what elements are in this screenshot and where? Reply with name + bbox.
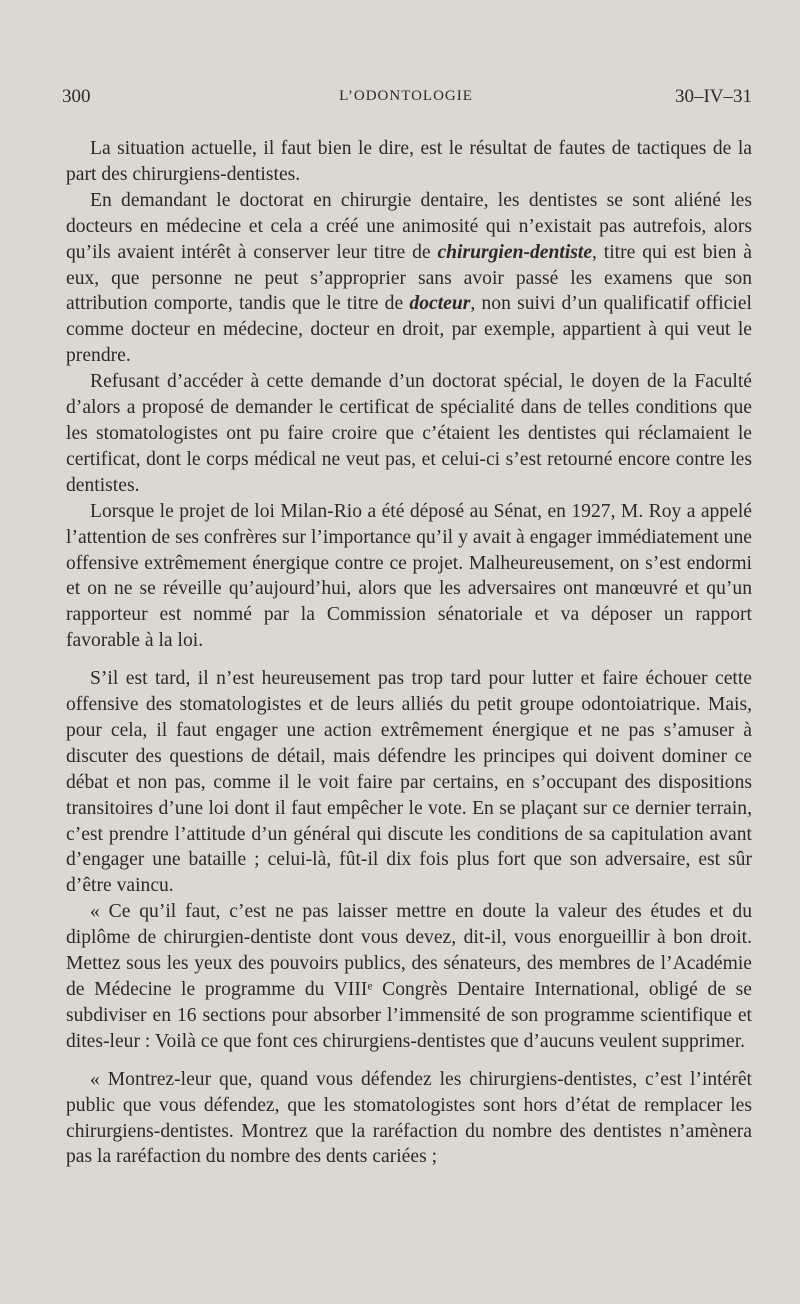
paragraph: [66, 369, 752, 499]
paragraph-gap: [66, 654, 752, 666]
paragraph-text: « Montrez-leur que, quand vous défendez les chirurgiens-dentistes, c’est l’intérêt public que vous défendez, que les stomatologistes sont hors d’état de remplacer les chirurgiens-dentistes. Montrez que la raréfaction du nombre des dentistes n’amènera pas la raréfaction du nombre des dents cariées ;: [66, 1068, 752, 1168]
page-header: [60, 86, 752, 116]
paragraph-text: La situation actuelle, il faut bien le dire, est le résultat de fautes de tactiques de la part des chirurgiens-dentistes.: [66, 138, 752, 185]
paragraph: [66, 188, 752, 369]
paragraph-text: Refusant d’accéder à cette demande d’un doctorat spécial, le doyen de la Faculté d’alors a proposé de demander le certificat de spécialité dans de telles conditions que les stomatologistes ont pu faire croire que c’étaient les dentistes qui réclamaient le certificat, dont le corps médical ne veut pas, et celui-ci s’est retourné encore contre les dentistes.: [66, 371, 752, 496]
issue-date: 30–IV–31: [674, 86, 752, 107]
page-number: 300: [62, 86, 91, 107]
paragraph-text: , non suivi d’un qualificatif officiel comme docteur en médecine, docteur en droit, par exemple, appartient à qui veut le prendre.: [66, 293, 752, 367]
paragraph-text: S’il est tard, il n’est heureusement pas trop tard pour lutter et faire échouer cette offensive des stomatologistes et de leurs alliés du petit groupe odontoiatrique. Mais, pour cela, il faut engager une action extrêmement énergique et ne pas s’amuser à discuter des questions de détail, mais défendre les principes qui doivent dominer ce débat et non pas, comme il le voit faire par certains, en s’occupant des dispositions transitoires d’une loi dont il faut empêcher le vote. En se plaçant sur ce dernier terrain, c’est prendre l’attitude d’un général qui discute les conditions de sa capitulation avant d’engager une bataille ; celui-là, fût-il dix fois plus fort que son adversaire, est sûr d’être vaincu.: [66, 668, 752, 897]
article-body: [66, 136, 752, 1170]
paragraph-text: « Ce qu’il faut, c’est ne pas laisser mettre en doute la valeur des études et du diplôme de chirurgien-dentiste dont vous devez, dit-il, vous enorgueillir à bon droit. Mettez sous les yeux des pouvoirs publics, des sénateurs, des membres de l’Académie de Médecine le programme du VIIIᵉ Congrès Dentaire International, obligé de se subdiviser en 16 sections pour absorber l’immensité de son programme scientifique et dites-leur : Voilà ce que font ces chirurgiens-dentistes que d’aucuns veulent supprimer.: [66, 901, 752, 1052]
paragraph-text: Lorsque le projet de loi Milan-Rio a été déposé au Sénat, en 1927, M. Roy a appelé l’attention de ses confrères sur l’importance qu’il y avait à engager immédiatement une offensive extrêmement énergique contre ce projet. Malheureusement, on s’est endormi et on ne se réveille qu’aujourd’hui, alors que les adversaires ont manœuvré et qu’un rapporteur est nommé par la Commission sénatoriale et va déposer un rapport favorable à la loi.: [66, 500, 752, 652]
emphasis-text: docteur: [409, 293, 471, 315]
emphasis-text: chirurgien-dentiste: [437, 241, 593, 263]
running-title: L’ODONTOLOGIE: [339, 88, 473, 104]
paragraph: [66, 666, 752, 899]
paragraph-gap: [66, 1055, 752, 1067]
paragraph: [66, 899, 752, 1054]
paragraph: [66, 1067, 752, 1171]
paragraph-text: , titre qui est bien à eux, que personne ne peut s’approprier sans avoir passé les examens que son attribution comporte, tandis que le titre de: [66, 241, 753, 315]
paragraph: [66, 499, 752, 654]
paragraph: [66, 136, 752, 188]
paragraph-text: En demandant le doctorat en chirurgie dentaire, les dentistes se sont aliéné les docteurs en médecine et cela a créé une animosité qui n’existait pas autrefois, alors qu’ils avaient intérêt à conserver leur titre de: [66, 189, 752, 263]
